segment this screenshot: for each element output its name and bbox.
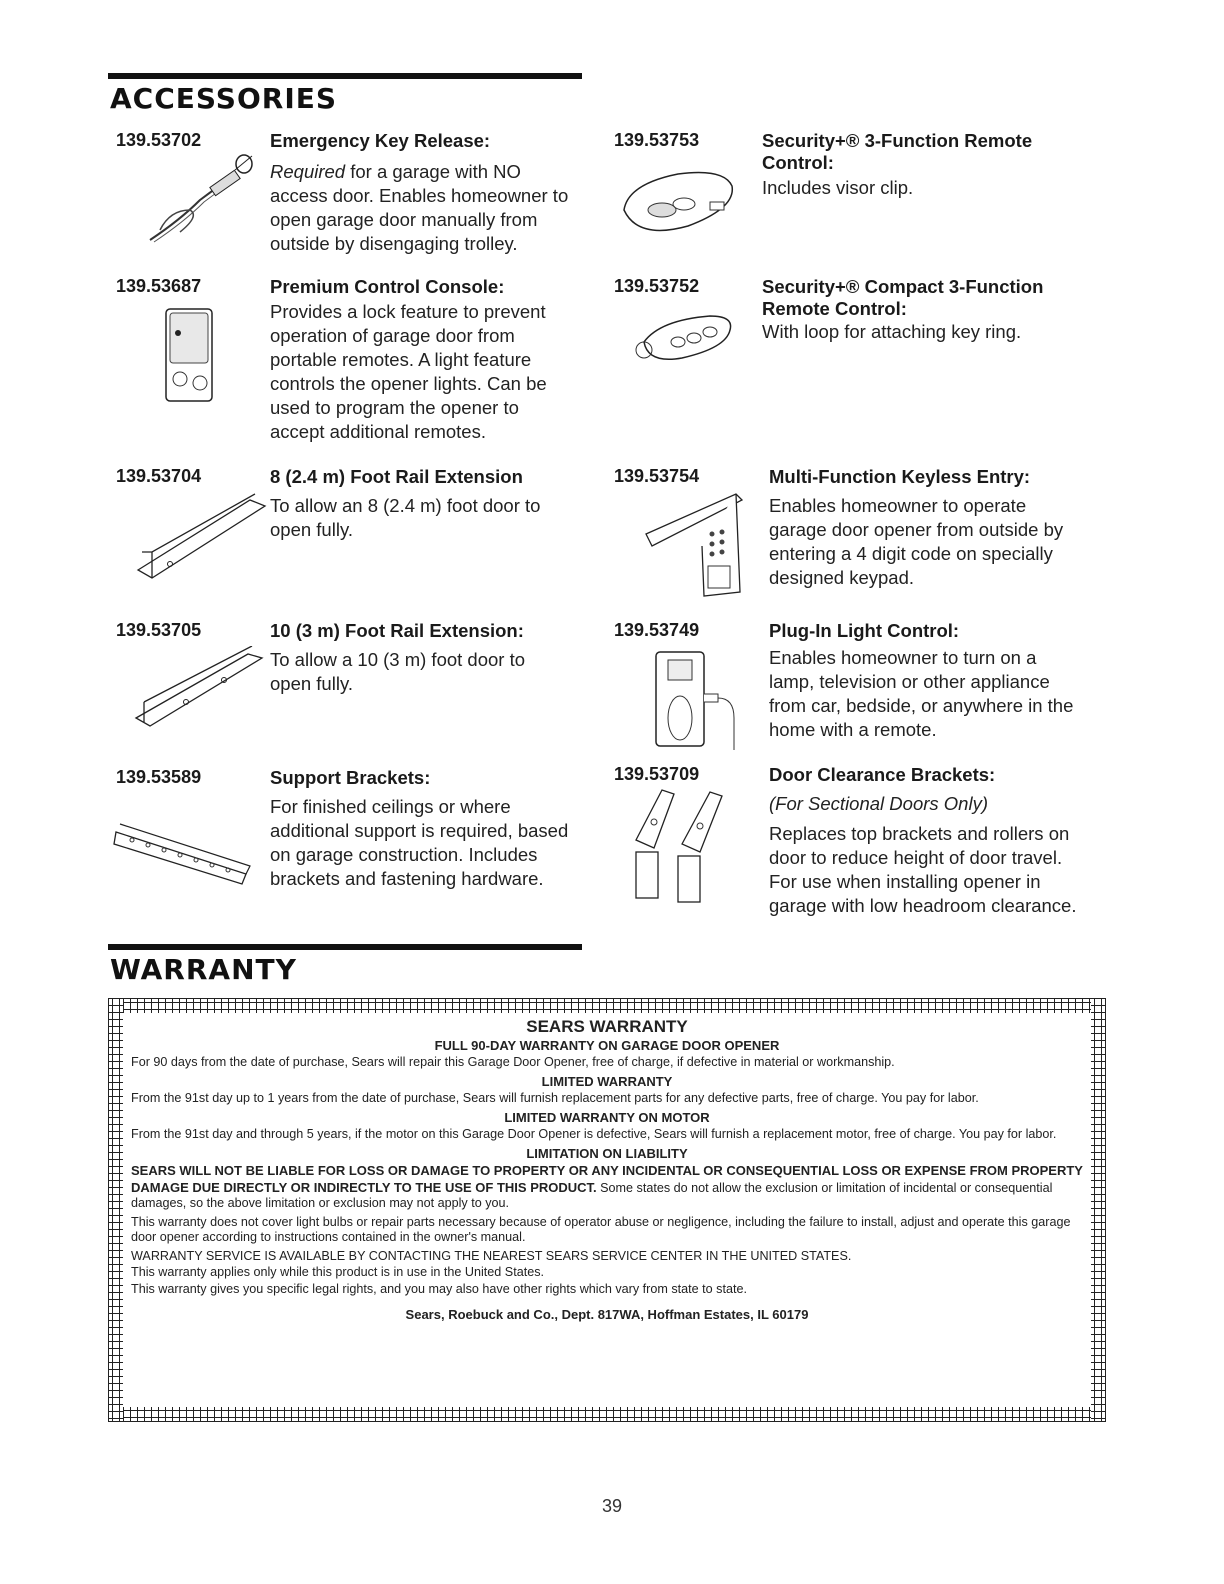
sears-address: Sears, Roebuck and Co., Dept. 817WA, Hoffman Estates, IL 60179 — [405, 1307, 809, 1322]
item-name: Security+® Compact 3-Function Remote Control: — [762, 276, 1044, 319]
warranty-box-title: SEARS WARRANTY — [526, 1017, 688, 1036]
rail-extension-icon — [130, 646, 270, 732]
desc-emphasis: Required — [270, 161, 346, 182]
greek-border-right — [1091, 999, 1105, 1421]
item-name: Support Brackets: — [270, 767, 431, 788]
desc-text: Replaces top brackets and rollers on door to reduce height of door travel. For use when installing opener in garage with low headroom clearance. — [769, 823, 1077, 916]
warranty-heading: LIMITATION ON LIABILITY — [526, 1145, 688, 1161]
warranty-paragraph: WARRANTY SERVICE IS AVAILABLE BY CONTACTING THE NEAREST SEARS SERVICE CENTER IN THE UNITED STATES. — [131, 1248, 852, 1263]
liability-bold-text: SEARS WILL NOT BE LIABLE FOR LOSS OR DAMAGE TO PROPERTY OR ANY INCIDENTAL OR CONSEQUENTIAL LOSS OR EXPENSE FROM PROPERTY DAMAGE DUE DIRECTLY OR INDIRECTLY TO THE USE OF THIS PRODUCT. — [131, 1163, 1083, 1195]
item-description: For finished ceilings or where additional support is required, based on garage construction. Includes brackets and fastening hardware. — [270, 796, 569, 889]
item-name: Emergency Key Release: — [270, 130, 491, 151]
part-number: 139.53749 — [614, 620, 700, 640]
warranty-box — [108, 998, 1106, 1422]
warranty-text — [131, 1163, 1083, 1212]
item-name: Premium Control Console: — [270, 276, 505, 297]
item-description — [270, 160, 582, 256]
liability-text: Some states do not allow the exclusion or limitation of incidental or consequential damages, so the above limitation or exclusion may not apply to you. — [131, 1180, 1053, 1210]
warranty-paragraph: This warranty applies only while this product is in use in the United States. — [131, 1265, 544, 1279]
part-number: 139.53753 — [614, 130, 700, 150]
accessories-rule — [108, 73, 582, 79]
rail-extension-icon — [130, 492, 270, 584]
accessories-title: ACCESSORIES — [110, 82, 338, 115]
warranty-title: WARRANTY — [110, 953, 297, 986]
item-name: Security+® 3-Function Remote Control: — [762, 130, 1033, 173]
support-brackets-icon — [112, 818, 252, 888]
control-console-icon — [160, 305, 220, 405]
keypad-icon — [640, 486, 750, 598]
key-release-icon — [140, 150, 265, 250]
warranty-rule — [108, 944, 582, 950]
warranty-text: From the 91st day and through 5 years, if the motor on this Garage Door Opener is defective, Sears will furnish a replacement motor, free of charge. You pay for labor. — [131, 1127, 1057, 1141]
item-description: Enables homeowner to turn on a lamp, television or other appliance from car, bedside, or anywhere in the home with a remote. — [769, 647, 1074, 740]
desc-text: for a garage with NO access door. Enables homeowner to open garage door manually from outside by disengaging trolley. — [270, 161, 569, 254]
item-name: 8 (2.4 m) Foot Rail Extension — [270, 466, 523, 487]
item-name: Multi-Function Keyless Entry: — [769, 466, 1031, 487]
warranty-text: For 90 days from the date of purchase, Sears will repair this Garage Door Opener, free of charge, if defective in material or workmanship. — [131, 1055, 895, 1069]
warranty-heading: FULL 90-DAY WARRANTY ON GARAGE DOOR OPENER — [434, 1037, 780, 1053]
warranty-heading: LIMITED WARRANTY — [541, 1073, 673, 1089]
clearance-brackets-icon — [622, 782, 742, 910]
part-number: 139.53687 — [116, 276, 202, 296]
greek-border-bottom — [109, 1407, 1105, 1421]
part-number: 139.53704 — [116, 466, 202, 486]
part-number: 139.53754 — [614, 466, 700, 486]
part-number: 139.53702 — [116, 130, 202, 150]
greek-border-top — [109, 999, 1105, 1013]
item-name: Door Clearance Brackets: — [769, 764, 996, 785]
part-number: 139.53752 — [614, 276, 700, 296]
item-description — [769, 792, 1079, 924]
item-description: Enables homeowner to operate garage door opener from outside by entering a 4 digit code on specially designed keypad. — [769, 495, 1064, 588]
item-name: 10 (3 m) Foot Rail Extension: — [270, 620, 524, 641]
item-name: Plug-In Light Control: — [769, 620, 960, 641]
part-number: 139.53589 — [116, 767, 202, 787]
part-number: 139.53709 — [614, 764, 700, 784]
item-description: Includes visor clip. — [762, 177, 914, 198]
warranty-text: From the 91st day up to 1 years from the date of purchase, Sears will furnish replacement parts for any defective parts, free of charge. You pay for labor. — [131, 1091, 979, 1105]
light-control-icon — [648, 648, 740, 752]
item-description: Provides a lock feature to prevent operation of garage door from portable remotes. A light feature controls the opener lights. Can be used to program the opener to accept additional remotes. — [270, 301, 547, 442]
compact-remote-icon — [630, 310, 740, 366]
warranty-paragraph: This warranty does not cover light bulbs or repair parts necessary because of operator abuse or negligence, including the failure to install, adjust and operate this garage door opener according to instructions contained in the owner's manual. — [131, 1214, 1071, 1244]
greek-border-left — [109, 999, 123, 1421]
warranty-paragraph: This warranty gives you specific legal rights, and you may also have other rights which vary from state to state. — [131, 1281, 747, 1296]
desc-note: (For Sectional Doors Only) — [769, 793, 988, 814]
item-description: To allow a 10 (3 m) foot door to open fully. — [270, 649, 526, 694]
warranty-heading: LIMITED WARRANTY ON MOTOR — [504, 1109, 710, 1125]
remote-control-icon — [618, 168, 740, 240]
page-number: 39 — [601, 1496, 623, 1516]
item-description: To allow an 8 (2.4 m) foot door to open fully. — [270, 495, 541, 540]
part-number: 139.53705 — [116, 620, 202, 640]
item-description: With loop for attaching key ring. — [762, 321, 1022, 342]
warranty-content — [131, 1019, 1083, 1323]
